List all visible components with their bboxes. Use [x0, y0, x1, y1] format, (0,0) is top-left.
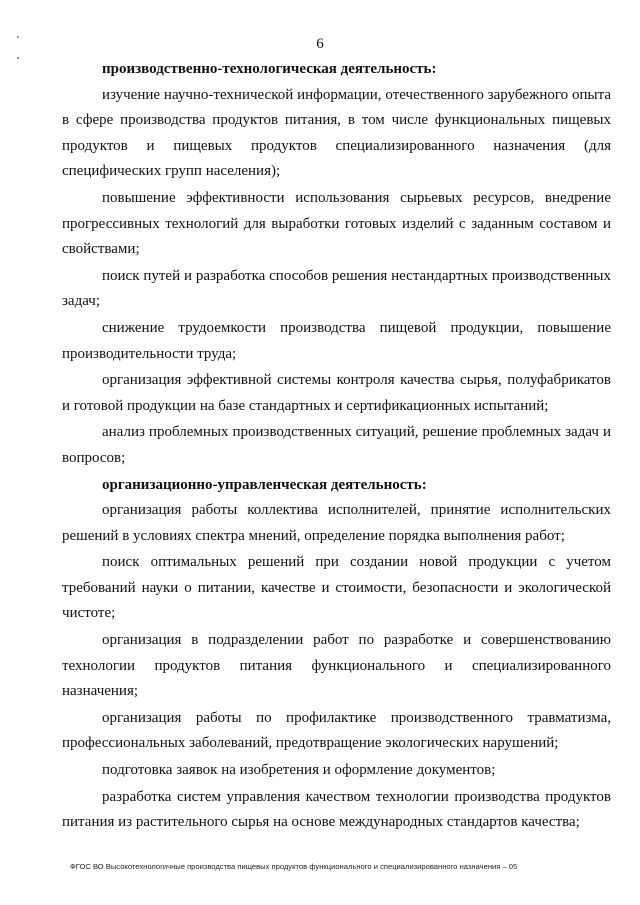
- section-heading-management: организационно-управленческая деятельность:: [102, 476, 427, 493]
- page-number: 6: [316, 36, 324, 52]
- paragraph: поиск оптимальных решений при создании новой продукции с учетом требований науки о питании, качестве и стоимости, безопасности и экологической чистоте;: [62, 554, 611, 622]
- paragraph: поиск путей и разработка способов решения нестандартных производственных задач;: [62, 267, 611, 310]
- paragraph: разработка систем управления качеством технологии производства продуктов питания из растительного сырья на основе международных стандартов качества;: [62, 788, 611, 831]
- paragraph: повышение эффективности использования сырьевых ресурсов, внедрение прогрессивных технологий для выработки готовых изделий с заданным составом и свойствами;: [62, 189, 611, 258]
- section-heading-production: производственно-технологическая деятельность:: [102, 61, 437, 77]
- paragraph: снижение трудоемкости производства пищевой продукции, повышение производительности труда;: [62, 319, 611, 362]
- paragraph: изучение научно-технической информации, отечественного зарубежного опыта в сфере производства продуктов питания, в том числе функциональных пищевых продуктов и пищевых продуктов специализированного назначения (для специфических групп населения);: [62, 86, 611, 180]
- scan-speck: [17, 57, 19, 59]
- paragraph: организация эффективной системы контроля качества сырья, полуфабрикатов и готовой продукции на базе стандартных и сертификационных испытаний;: [62, 372, 611, 414]
- paragraph: организация работы по профилактике производственного травматизма, профессиональных заболеваний, предотвращение экологических нарушений;: [62, 709, 611, 752]
- paragraph: подготовка заявок на изобретения и оформление документов;: [102, 762, 496, 779]
- document-body: [62, 57, 611, 836]
- document-footer: ФГОС ВО Высокотехнологичные производства пищевых продуктов функционального и специализированного назначения – 05: [70, 862, 518, 871]
- paragraph: анализ проблемных производственных ситуаций, решение проблемных задач и вопросов;: [62, 424, 611, 466]
- paragraph: организация в подразделении работ по разработке и совершенствованию технологии продуктов питания функционального и специализированного назначения;: [62, 632, 611, 700]
- paragraph: организация работы коллектива исполнителей, принятие исполнительских решений в условиях спектра мнений, определение порядка выполнения работ;: [62, 502, 611, 544]
